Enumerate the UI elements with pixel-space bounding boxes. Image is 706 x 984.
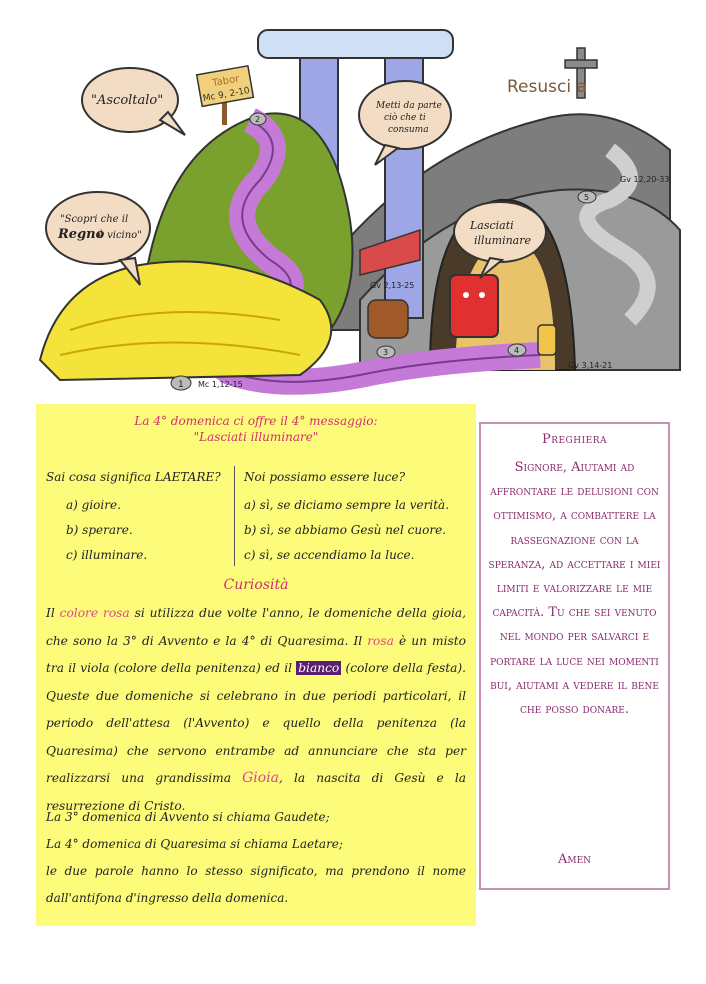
rosa-highlight: rosa bbox=[367, 633, 394, 648]
bubble-scopri bbox=[46, 192, 150, 285]
stone-4 bbox=[508, 344, 526, 356]
message-title: La 4° domenica ci offre il 4° messaggio: bbox=[134, 414, 378, 428]
ref-gv3: Gv 3,14-21 bbox=[568, 361, 613, 370]
quiz-luce-option-a: a) sì, se diciamo sempre la verità. bbox=[244, 498, 450, 512]
svg-text:3: 3 bbox=[383, 348, 389, 357]
message-subtitle: "Lasciati illuminare" bbox=[193, 430, 319, 444]
curiosity-panel bbox=[36, 404, 476, 926]
stone-5 bbox=[578, 191, 596, 203]
bubble-ascoltalo bbox=[82, 68, 185, 135]
curiosita-paragraph bbox=[46, 600, 466, 820]
prayer-box bbox=[479, 422, 670, 890]
quiz-luce bbox=[244, 470, 474, 573]
bubble-scopri-line1: "Scopri che il bbox=[60, 214, 129, 225]
bubble-lasciati-line1: Lasciati bbox=[470, 219, 514, 232]
bianco-highlight: bianco bbox=[298, 661, 340, 675]
book-eye-right bbox=[479, 292, 485, 298]
quiz-divider bbox=[234, 466, 235, 566]
quiz-laetare-option-c: c) illuminare. bbox=[66, 548, 148, 562]
quiz-laetare bbox=[46, 470, 226, 573]
svg-text:5: 5 bbox=[584, 193, 590, 202]
quiz-luce-option-b: b) sì, se abbiamo Gesù nel cuore. bbox=[244, 523, 447, 537]
svg-text:4: 4 bbox=[514, 346, 520, 355]
bubble-metti-line2: ciò che ti bbox=[384, 113, 426, 123]
note-laetare: La 4° domenica di Quaresima si chiama Laetare; bbox=[46, 837, 343, 851]
ref-mc1: Mc 1,12-15 bbox=[198, 380, 243, 389]
bubble-scopri-regno: Regno bbox=[58, 227, 105, 242]
tabor-label: Tabor bbox=[211, 73, 241, 90]
bubble-lasciati-line2: illuminare bbox=[474, 234, 531, 247]
quiz-luce-option-c: c) sì, se accendiamo la luce. bbox=[244, 548, 415, 562]
cross-horizontal bbox=[565, 60, 597, 68]
note-antifona: le due parole hanno lo stesso significato, ma prendono il nome dall'antifona d'ingresso della domenica. bbox=[46, 864, 466, 905]
stone-1 bbox=[171, 376, 191, 390]
note-gaudete: La 3° domenica di Avvento si chiama Gaudete; bbox=[46, 810, 330, 824]
gioia-highlight: Gioia bbox=[242, 770, 280, 786]
curiosita-text-2: si utilizza due volte l'anno, le domeniche della gioia, che sono la 3° di Avvento e la 4° di Quaresima. Il bbox=[46, 606, 466, 648]
curiosita-title: Curiosità bbox=[223, 577, 289, 593]
prayer-text: Signore, Aiutami ad affrontare le delusioni con ottimismo, a combattere la rassegnazione con la speranza, ad accettare i miei limiti e valorizzare le mie capacità. Tu che sei venuto nel mondo per salvarci e portare la luce nei momenti bui, aiutami a vedere il bene che posso donare. bbox=[488, 460, 661, 718]
sunday-names-notes bbox=[46, 804, 466, 912]
colore-rosa-highlight: colore rosa bbox=[59, 606, 130, 620]
column-top bbox=[258, 30, 453, 58]
bubble-metti-line3: consuma bbox=[388, 125, 429, 135]
quiz-laetare-option-b: b) sperare. bbox=[66, 523, 133, 537]
prayer-amen: Amen bbox=[557, 852, 592, 867]
quiz-laetare-option-a: a) gioire. bbox=[66, 498, 121, 512]
resuscita-title: Resusci a bbox=[507, 77, 587, 97]
stone-2 bbox=[250, 113, 266, 125]
book-character bbox=[450, 275, 498, 337]
lantern bbox=[538, 325, 556, 355]
bubble-scopri-line2: è vicino" bbox=[98, 230, 142, 241]
curiosita-text-3: è un misto tra il viola (colore della penitenza) ed il bbox=[46, 633, 466, 675]
tabor-ref: Mc 9, 2-10 bbox=[202, 85, 251, 105]
svg-text:2: 2 bbox=[255, 115, 261, 124]
curiosita-text-4: (colore della festa). Queste due domeniche si celebrano in due periodi particolari, il periodo dell'attesa (l'Avvento) e quello della penitenza (la Quaresima) che servono entrambe ad annunciare che sta per realizzarsi una grandissima bbox=[46, 661, 466, 785]
quiz-laetare-question: Sai cosa significa LAETARE? bbox=[46, 470, 221, 484]
ref-gv2: Gv 2,13-25 bbox=[370, 281, 415, 290]
bubble-metti-line1: Metti da parte bbox=[376, 101, 442, 111]
lent-path-illustration bbox=[0, 0, 706, 400]
book-eye-left bbox=[463, 292, 469, 298]
prayer-title: Preghiera bbox=[541, 432, 608, 447]
ref-gv12: Gv 12,20-33 bbox=[620, 175, 670, 184]
bubble-ascoltalo-text: "Ascoltalo" bbox=[91, 93, 164, 108]
tabor-sign bbox=[197, 66, 254, 107]
curiosita-text-1: Il bbox=[46, 606, 60, 620]
market-sack bbox=[368, 300, 408, 338]
stone-3 bbox=[377, 346, 395, 358]
curiosita-text-5: , la nascita di Gesù e la resurrezione di Cristo. bbox=[46, 771, 467, 813]
quiz-luce-question: Noi possiamo essere luce? bbox=[244, 470, 406, 484]
svg-text:1: 1 bbox=[178, 380, 184, 390]
